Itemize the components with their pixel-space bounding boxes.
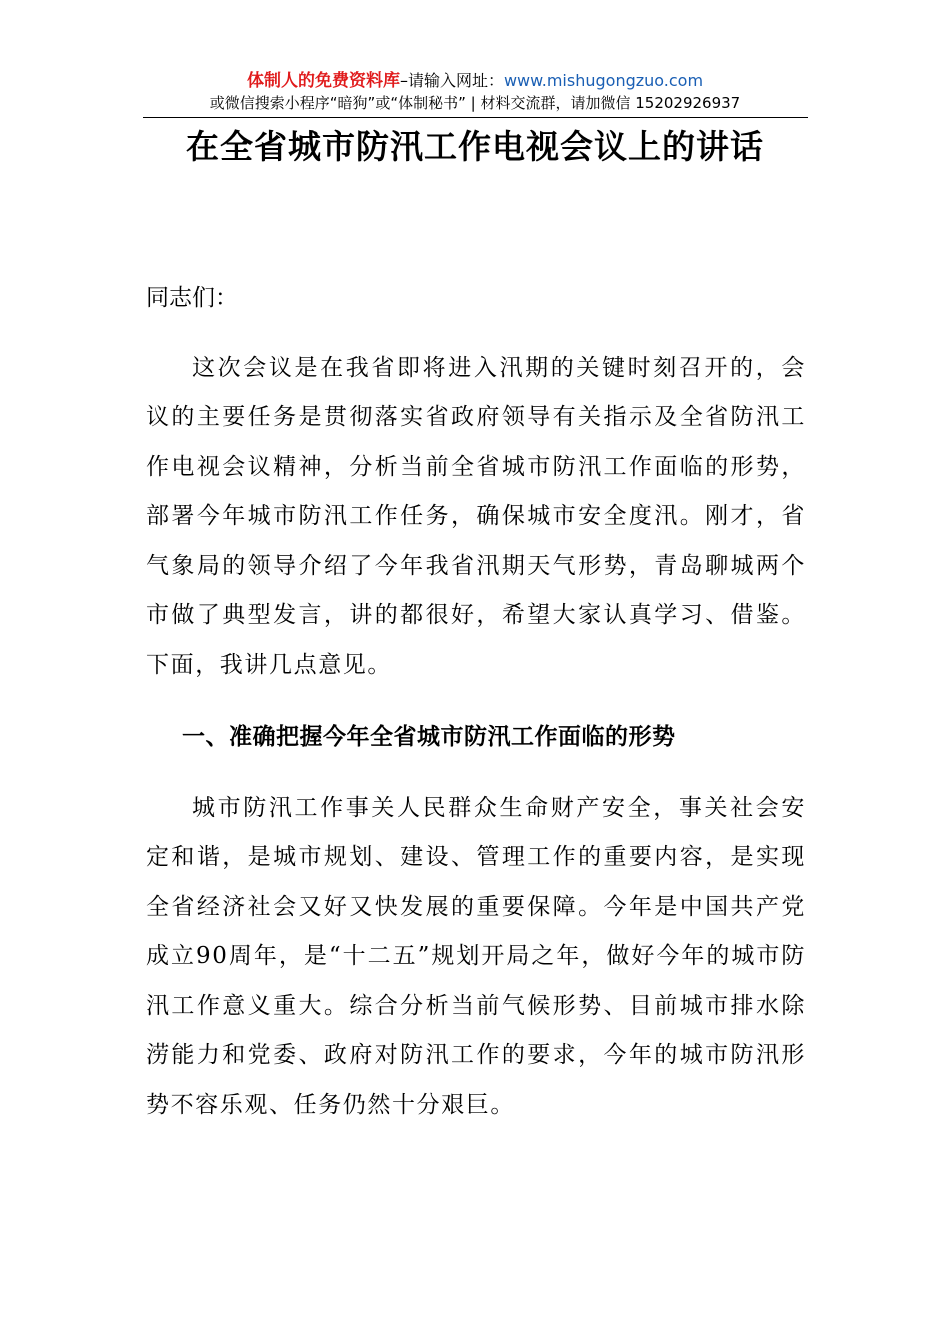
header-banner <box>0 70 950 92</box>
intro-paragraph: 这次会议是在我省即将进入汛期的关键时刻召开的，会议的主要任务是贯彻落实省政府领导有关指示及全省防汛工作电视会议精神，分析当前全省城市防汛工作面临的形势，部署今年城市防汛工作任务，确保城市安全度汛。刚才，省气象局的领导介绍了今年我省汛期天气形势，青岛聊城两个市做了典型发言，讲的都很好，希望大家认真学习、借鉴。下面，我讲几点意见。 <box>146 354 806 678</box>
document-title: 在全省城市防汛工作电视会议上的讲话 <box>186 127 764 166</box>
site-url-link[interactable]: www.mishugongzuo.com <box>503 71 704 90</box>
document-body <box>146 274 806 1130</box>
site-name: 体制人的免费资料库 <box>246 71 400 91</box>
page-header <box>0 70 950 114</box>
header-divider <box>143 117 808 118</box>
header-contact-line: 或微信搜索小程序“暗狗”或“体制秘书” | 材料交流群，请加微信 15202926937 <box>209 94 741 112</box>
section-1-paragraph: 城市防汛工作事关人民群众生命财产安全，事关社会安定和谐，是城市规划、建设、管理工作的重要内容，是实现全省经济社会又好又快发展的重要保障。今年是中国共产党成立90周年，是“十二五”规划开局之年，做好今年的城市防汛工作意义重大。综合分析当前气候形势、目前城市排水除涝能力和党委、政府对防汛工作的要求，今年的城市防汛形势不容乐观、任务仍然十分艰巨。 <box>146 794 806 1118</box>
url-prompt: –请输入网址： <box>399 71 504 90</box>
salutation: 同志们： <box>146 285 238 311</box>
section-heading-1: 一、准确把握今年全省城市防汛工作面临的形势 <box>182 723 676 750</box>
